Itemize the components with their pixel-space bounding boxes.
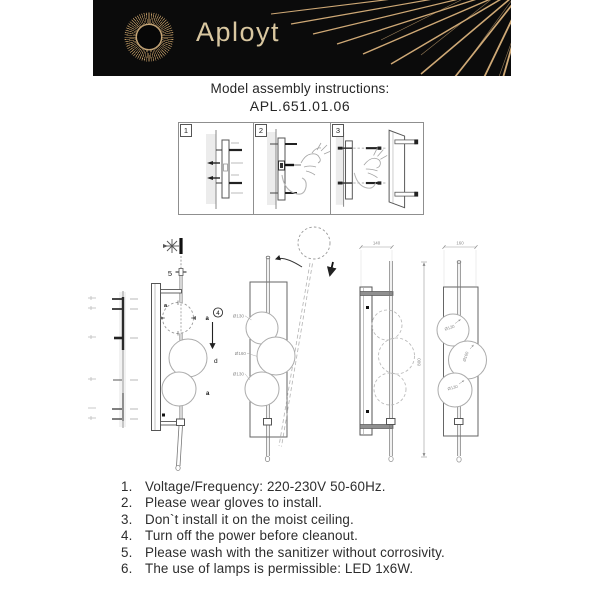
brand-name: Aployt xyxy=(196,17,281,47)
height-dimension-label: 800 xyxy=(416,358,422,366)
item-text: Don`t install it on the moist ceiling. xyxy=(145,511,354,527)
depth-dimension-label: 140 xyxy=(372,240,381,246)
frame-part-label: a xyxy=(164,303,168,309)
step-panel-3 xyxy=(330,123,423,214)
instruction-item xyxy=(121,561,551,577)
step-ref-label: 4 xyxy=(216,310,220,317)
screw-ref-label: 5 xyxy=(167,269,173,278)
sunburst-center xyxy=(137,25,161,49)
item-text: Voltage/Frequency: 220-230V 50-60Hz. xyxy=(145,479,386,494)
step-panel-1 xyxy=(179,123,253,214)
technical-drawings xyxy=(0,225,600,480)
height-dimension xyxy=(417,262,428,457)
step-number-3: 3 xyxy=(332,124,344,137)
part-a-bottom-label: a xyxy=(206,391,210,397)
sheet-title: Model assembly instructions: xyxy=(210,81,390,96)
step-3-drawing xyxy=(331,123,423,214)
item-text: Please wash with the sanitizer without corrosivity. xyxy=(145,544,445,560)
step-panel-2 xyxy=(253,123,330,214)
globe-bottom-diameter: Ø130 xyxy=(447,383,459,392)
exploded-view xyxy=(152,238,223,471)
diameter-mid-label: Ø160 xyxy=(234,351,246,356)
item-number: 5. xyxy=(121,544,133,560)
step-number-1: 1 xyxy=(180,124,192,137)
item-number: 3. xyxy=(121,511,133,527)
ray-fan-decoration xyxy=(231,0,511,76)
side-view xyxy=(360,241,415,462)
item-text: Please wear gloves to install. xyxy=(145,495,323,511)
width-dimension-label: 160 xyxy=(456,240,464,246)
globe-top-diameter: Ø130 xyxy=(443,323,456,332)
diameter-top-label: Ø130 xyxy=(232,313,244,319)
front-view xyxy=(437,241,487,463)
part-a-top-label: a xyxy=(205,316,209,322)
item-text: Turn off the power before cleanout. xyxy=(145,528,358,544)
front-removal-view xyxy=(233,227,333,462)
diameter-bottom-label: Ø130 xyxy=(232,371,244,377)
instruction-item xyxy=(121,479,551,495)
instructions-list xyxy=(121,479,551,577)
sunburst-logo-icon xyxy=(118,6,180,68)
item-number: 4. xyxy=(121,528,133,544)
instruction-item xyxy=(121,512,551,528)
instruction-item xyxy=(121,545,551,561)
globe-mid-diameter: Ø160 xyxy=(461,350,470,363)
assembly-steps-strip xyxy=(178,122,424,215)
instruction-item xyxy=(121,528,551,544)
item-number: 1. xyxy=(121,479,133,494)
instruction-item xyxy=(121,495,551,511)
part-d-label: d xyxy=(214,358,218,365)
brand-banner xyxy=(93,0,511,76)
item-text: The use of lamps is permissible: LED 1x6W. xyxy=(145,561,414,577)
step-number-2: 2 xyxy=(255,124,267,137)
bracket-profile-view xyxy=(88,291,138,428)
model-number: APL.651.01.06 xyxy=(249,98,351,114)
item-number: 2. xyxy=(121,495,133,511)
item-number: 6. xyxy=(121,561,133,577)
